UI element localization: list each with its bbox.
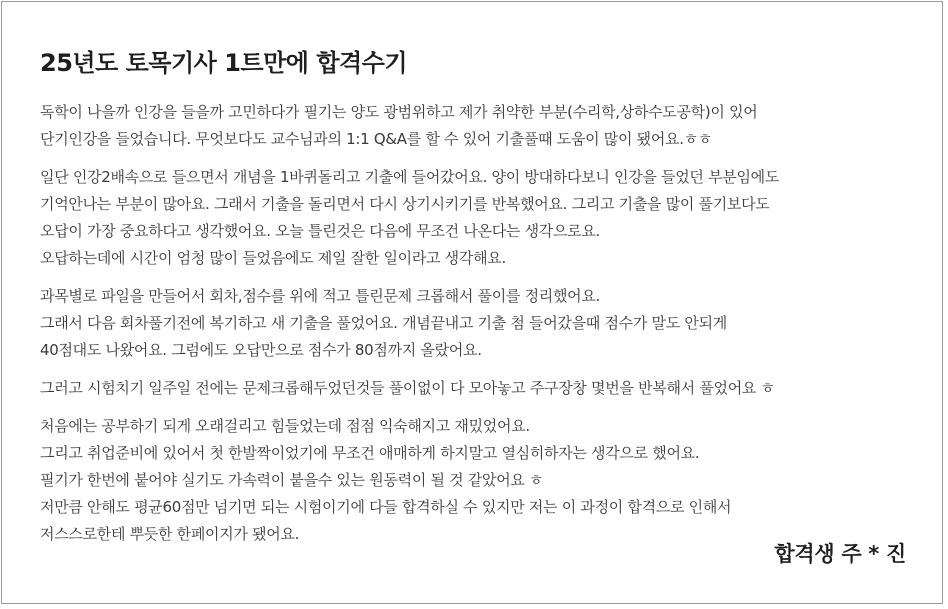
text-line: 기억안나는 부분이 많아요. 그래서 기출을 돌리면서 다시 상기시키기를 반복했어요. 그리고 기출을 많이 풀기보다도: [40, 195, 770, 213]
text-line: 단기인강을 들었습니다. 무엇보다도 교수님과의 1:1 Q&A를 할 수 있어 기출풀때 도움이 많이 됐어요.ㅎㅎ: [40, 130, 713, 148]
text-line: 저만큼 안해도 평균60점만 넘기면 되는 시험이기에 다들 합격하실 수 있지만 저는 이 과정이 합격으로 인해서: [40, 498, 732, 516]
text-line: 오답하는데에 시간이 엄청 많이 들었음에도 제일 잘한 일이라고 생각해요.: [40, 249, 506, 267]
review-title: 25년도 토목기사 1트만에 합격수기: [40, 49, 408, 77]
reviewer-signature: 합격생 주 * 진: [774, 542, 906, 566]
paragraph-4: [40, 375, 920, 402]
review-body: [40, 99, 920, 559]
review-card: [1, 1, 943, 604]
text-line: 오답이 가장 중요하다고 생각했어요. 오늘 틀린것은 다음에 무조건 나온다는 생각으로요.: [40, 222, 600, 240]
text-line: 저스스로한테 뿌듯한 한페이지가 됐어요.: [40, 525, 300, 543]
text-line: 처음에는 공부하기 되게 오래걸리고 힘들었는데 점점 익숙해지고 재밌었어요.: [40, 417, 530, 435]
text-line: 40점대도 나왔어요. 그럼에도 오답만으로 점수가 80점까지 올랐어요.: [40, 341, 482, 359]
text-line: 일단 인강2배속으로 들으면서 개념을 1바퀴돌리고 기출에 들어갔어요. 양이 방대하다보니 인강을 들었던 부분임에도: [40, 168, 780, 186]
paragraph-5: [40, 413, 920, 548]
text-line: 과목별로 파일을 만들어서 회차,점수를 위에 적고 틀린문제 크롭해서 풀이를 정리했어요.: [40, 287, 600, 305]
text-line: 그래서 다음 회차풀기전에 복기하고 새 기출을 풀었어요. 개념끝내고 기출 첨 들어갔을때 점수가 말도 안되게: [40, 314, 727, 332]
paragraph-1: [40, 99, 920, 153]
text-line: 그러고 시험치기 일주일 전에는 문제크롭해두었던것들 풀이없이 다 모아놓고 주구장창 몇번을 반복해서 풀었어요 ㅎ: [40, 379, 775, 397]
paragraph-3: [40, 283, 920, 364]
text-line: 독학이 나을까 인강을 들을까 고민하다가 필기는 양도 광범위하고 제가 취약한 부분(수리학,상하수도공학)이 있어: [40, 103, 758, 121]
paragraph-2: [40, 164, 920, 272]
text-line: 그리고 취업준비에 있어서 첫 한발짝이었기에 무조건 애매하게 하지말고 열심히하자는 생각으로 했어요.: [40, 444, 700, 462]
text-line: 필기가 한번에 붙어야 실기도 가속력이 붙을수 있는 원동력이 될 것 같았어요 ㅎ: [40, 471, 544, 489]
